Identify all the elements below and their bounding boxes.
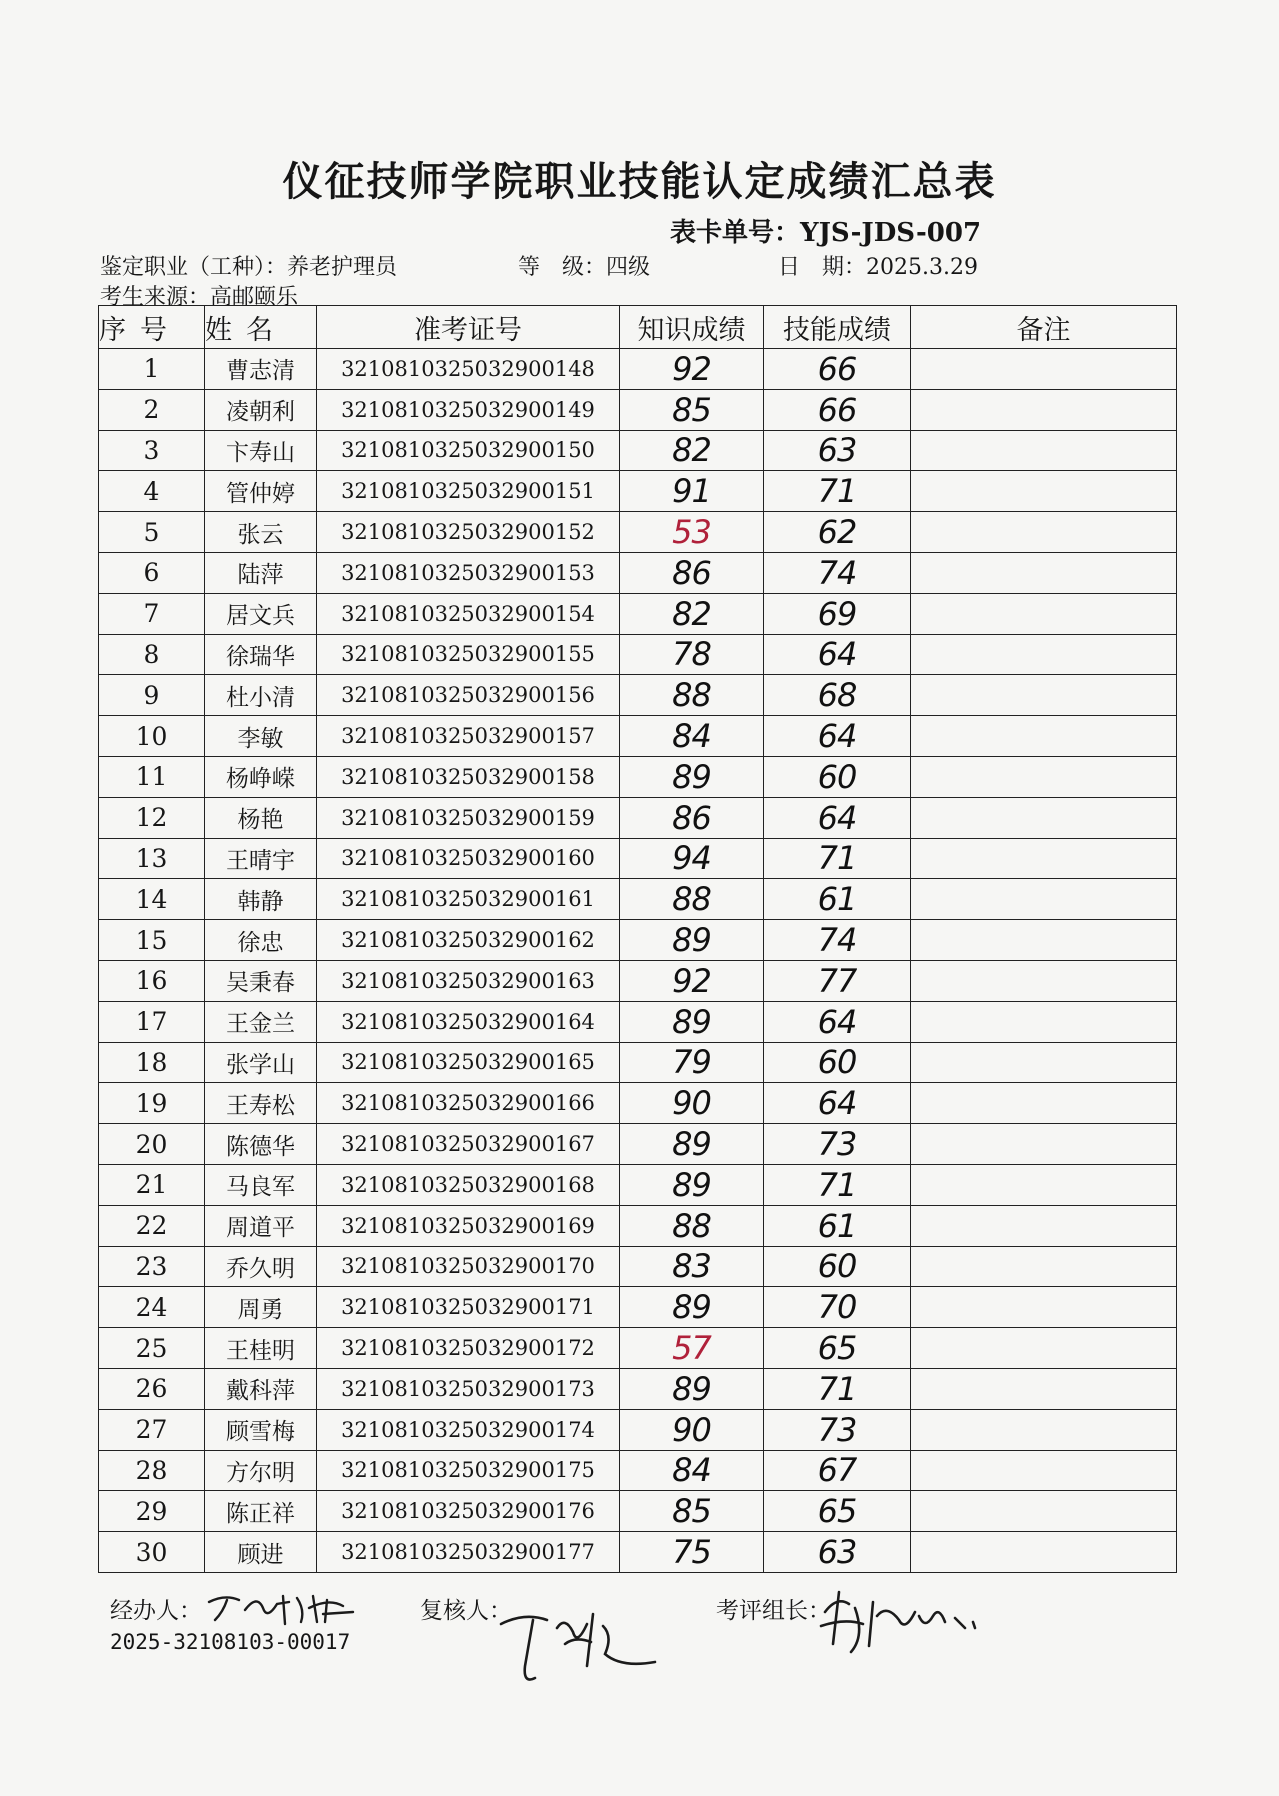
row-skill-score: 64 bbox=[764, 1001, 911, 1042]
row-knowledge-score: 89 bbox=[620, 1368, 764, 1409]
row-remark bbox=[911, 879, 1177, 920]
table-row bbox=[99, 879, 1177, 920]
row-knowledge-score: 86 bbox=[620, 797, 764, 838]
row-name: 王金兰 bbox=[205, 1001, 317, 1042]
row-exam-id: 3210810325032900165 bbox=[317, 1042, 620, 1083]
row-skill-score: 70 bbox=[764, 1287, 911, 1328]
row-name: 王桂明 bbox=[205, 1328, 317, 1369]
table-row bbox=[99, 1450, 1177, 1491]
row-name: 杨艳 bbox=[205, 797, 317, 838]
row-name: 吴秉春 bbox=[205, 960, 317, 1001]
row-exam-id: 3210810325032900172 bbox=[317, 1328, 620, 1369]
row-name: 杨峥嵘 bbox=[205, 756, 317, 797]
table-row bbox=[99, 1532, 1177, 1573]
row-seq: 30 bbox=[99, 1532, 205, 1573]
row-remark bbox=[911, 1083, 1177, 1124]
table-row bbox=[99, 1287, 1177, 1328]
row-skill-score: 71 bbox=[764, 1164, 911, 1205]
row-name: 李敏 bbox=[205, 716, 317, 757]
row-remark bbox=[911, 797, 1177, 838]
row-exam-id: 3210810325032900154 bbox=[317, 593, 620, 634]
row-knowledge-score: 89 bbox=[620, 1124, 764, 1165]
row-name: 顾进 bbox=[205, 1532, 317, 1573]
row-exam-id: 3210810325032900169 bbox=[317, 1205, 620, 1246]
header-name: 姓名 bbox=[205, 306, 317, 349]
row-remark bbox=[911, 1164, 1177, 1205]
row-seq: 5 bbox=[99, 512, 205, 553]
row-name: 周道平 bbox=[205, 1205, 317, 1246]
row-seq: 26 bbox=[99, 1368, 205, 1409]
row-skill-score: 60 bbox=[764, 756, 911, 797]
date-field: 日 期：2025.3.29 bbox=[778, 255, 978, 280]
row-exam-id: 3210810325032900171 bbox=[317, 1287, 620, 1328]
row-seq: 7 bbox=[99, 593, 205, 634]
row-skill-score: 61 bbox=[764, 879, 911, 920]
row-remark bbox=[911, 838, 1177, 879]
row-knowledge-score: 85 bbox=[620, 389, 764, 430]
row-knowledge-score: 88 bbox=[620, 1205, 764, 1246]
table-row bbox=[99, 1246, 1177, 1287]
row-remark bbox=[911, 675, 1177, 716]
header-exam-id: 准考证号 bbox=[317, 306, 620, 349]
row-skill-score: 74 bbox=[764, 920, 911, 961]
row-exam-id: 3210810325032900157 bbox=[317, 716, 620, 757]
reviewer-label: 复核人： bbox=[420, 1598, 512, 1624]
row-name: 徐瑞华 bbox=[205, 634, 317, 675]
table-row bbox=[99, 1368, 1177, 1409]
table-row bbox=[99, 1328, 1177, 1369]
row-knowledge-score: 94 bbox=[620, 838, 764, 879]
table-row bbox=[99, 1409, 1177, 1450]
row-exam-id: 3210810325032900174 bbox=[317, 1409, 620, 1450]
row-name: 乔久明 bbox=[205, 1246, 317, 1287]
row-remark bbox=[911, 716, 1177, 757]
row-skill-score: 65 bbox=[764, 1491, 911, 1532]
row-knowledge-score: 84 bbox=[620, 716, 764, 757]
row-remark bbox=[911, 1368, 1177, 1409]
row-remark bbox=[911, 1409, 1177, 1450]
row-seq: 15 bbox=[99, 920, 205, 961]
row-name: 戴科萍 bbox=[205, 1368, 317, 1409]
row-remark bbox=[911, 512, 1177, 553]
row-name: 陈德华 bbox=[205, 1124, 317, 1165]
row-exam-id: 3210810325032900173 bbox=[317, 1368, 620, 1409]
table-row bbox=[99, 512, 1177, 553]
row-remark bbox=[911, 1001, 1177, 1042]
header-skill-score: 技能成绩 bbox=[764, 306, 911, 349]
table-row bbox=[99, 634, 1177, 675]
row-exam-id: 3210810325032900162 bbox=[317, 920, 620, 961]
row-exam-id: 3210810325032900170 bbox=[317, 1246, 620, 1287]
row-skill-score: 62 bbox=[764, 512, 911, 553]
row-exam-id: 3210810325032900166 bbox=[317, 1083, 620, 1124]
row-skill-score: 64 bbox=[764, 1083, 911, 1124]
row-skill-score: 64 bbox=[764, 634, 911, 675]
occupation-field: 鉴定职业（工种）：养老护理员 bbox=[100, 255, 398, 280]
row-knowledge-score: 90 bbox=[620, 1409, 764, 1450]
row-remark bbox=[911, 1205, 1177, 1246]
row-name: 张学山 bbox=[205, 1042, 317, 1083]
row-skill-score: 63 bbox=[764, 430, 911, 471]
row-skill-score: 60 bbox=[764, 1246, 911, 1287]
table-row bbox=[99, 1205, 1177, 1246]
row-remark bbox=[911, 1124, 1177, 1165]
row-skill-score: 63 bbox=[764, 1532, 911, 1573]
row-skill-score: 64 bbox=[764, 797, 911, 838]
header-knowledge-score: 知识成绩 bbox=[620, 306, 764, 349]
row-remark bbox=[911, 1246, 1177, 1287]
reviewer-signature bbox=[495, 1606, 665, 1696]
row-knowledge-score: 57 bbox=[620, 1328, 764, 1369]
table-row bbox=[99, 1124, 1177, 1165]
row-exam-id: 3210810325032900148 bbox=[317, 349, 620, 390]
row-name: 王寿松 bbox=[205, 1083, 317, 1124]
row-name: 曹志清 bbox=[205, 349, 317, 390]
row-exam-id: 3210810325032900175 bbox=[317, 1450, 620, 1491]
row-name: 张云 bbox=[205, 512, 317, 553]
row-remark bbox=[911, 349, 1177, 390]
table-row bbox=[99, 389, 1177, 430]
table-row bbox=[99, 675, 1177, 716]
row-knowledge-score: 89 bbox=[620, 1287, 764, 1328]
row-name: 杜小清 bbox=[205, 675, 317, 716]
row-skill-score: 66 bbox=[764, 349, 911, 390]
row-seq: 29 bbox=[99, 1491, 205, 1532]
row-seq: 18 bbox=[99, 1042, 205, 1083]
row-exam-id: 3210810325032900177 bbox=[317, 1532, 620, 1573]
row-skill-score: 61 bbox=[764, 1205, 911, 1246]
row-seq: 17 bbox=[99, 1001, 205, 1042]
table-row bbox=[99, 920, 1177, 961]
table-row bbox=[99, 349, 1177, 390]
row-knowledge-score: 92 bbox=[620, 960, 764, 1001]
row-skill-score: 60 bbox=[764, 1042, 911, 1083]
row-knowledge-score: 90 bbox=[620, 1083, 764, 1124]
row-name: 马良军 bbox=[205, 1164, 317, 1205]
row-knowledge-score: 85 bbox=[620, 1491, 764, 1532]
row-skill-score: 71 bbox=[764, 838, 911, 879]
row-remark bbox=[911, 1042, 1177, 1083]
table-row bbox=[99, 1164, 1177, 1205]
row-remark bbox=[911, 634, 1177, 675]
row-name: 周勇 bbox=[205, 1287, 317, 1328]
row-exam-id: 3210810325032900176 bbox=[317, 1491, 620, 1532]
row-skill-score: 73 bbox=[764, 1124, 911, 1165]
table-row bbox=[99, 756, 1177, 797]
row-knowledge-score: 53 bbox=[620, 512, 764, 553]
header-remark: 备注 bbox=[911, 306, 1177, 349]
row-knowledge-score: 89 bbox=[620, 1001, 764, 1042]
row-name: 方尔明 bbox=[205, 1450, 317, 1491]
table-row bbox=[99, 960, 1177, 1001]
table-row bbox=[99, 1491, 1177, 1532]
row-exam-id: 3210810325032900156 bbox=[317, 675, 620, 716]
row-name: 韩静 bbox=[205, 879, 317, 920]
row-exam-id: 3210810325032900149 bbox=[317, 389, 620, 430]
candidate-source-field: 考生来源：高邮颐乐 bbox=[100, 285, 299, 310]
row-seq: 19 bbox=[99, 1083, 205, 1124]
row-remark bbox=[911, 756, 1177, 797]
row-seq: 1 bbox=[99, 349, 205, 390]
row-name: 居文兵 bbox=[205, 593, 317, 634]
handler-signature bbox=[205, 1588, 365, 1628]
row-knowledge-score: 89 bbox=[620, 756, 764, 797]
row-remark bbox=[911, 1532, 1177, 1573]
row-knowledge-score: 92 bbox=[620, 349, 764, 390]
row-seq: 12 bbox=[99, 797, 205, 838]
header-seq: 序号 bbox=[99, 306, 205, 349]
row-seq: 27 bbox=[99, 1409, 205, 1450]
row-seq: 16 bbox=[99, 960, 205, 1001]
row-remark bbox=[911, 920, 1177, 961]
table-body bbox=[99, 349, 1177, 1573]
row-seq: 14 bbox=[99, 879, 205, 920]
row-name: 陆萍 bbox=[205, 552, 317, 593]
table-row bbox=[99, 1083, 1177, 1124]
card-number bbox=[670, 212, 981, 249]
table-row bbox=[99, 838, 1177, 879]
table-row bbox=[99, 593, 1177, 634]
row-remark bbox=[911, 471, 1177, 512]
document-title: 仪征技师学院职业技能认定成绩汇总表 bbox=[282, 158, 997, 205]
score-table bbox=[98, 305, 1177, 1573]
row-skill-score: 67 bbox=[764, 1450, 911, 1491]
row-knowledge-score: 84 bbox=[620, 1450, 764, 1491]
row-remark bbox=[911, 389, 1177, 430]
row-seq: 4 bbox=[99, 471, 205, 512]
row-skill-score: 69 bbox=[764, 593, 911, 634]
row-remark bbox=[911, 1328, 1177, 1369]
row-remark bbox=[911, 1491, 1177, 1532]
row-exam-id: 3210810325032900160 bbox=[317, 838, 620, 879]
row-exam-id: 3210810325032900158 bbox=[317, 756, 620, 797]
row-remark bbox=[911, 552, 1177, 593]
row-skill-score: 73 bbox=[764, 1409, 911, 1450]
row-skill-score: 64 bbox=[764, 716, 911, 757]
row-exam-id: 3210810325032900152 bbox=[317, 512, 620, 553]
row-knowledge-score: 88 bbox=[620, 675, 764, 716]
row-knowledge-score: 83 bbox=[620, 1246, 764, 1287]
table-row bbox=[99, 716, 1177, 757]
row-exam-id: 3210810325032900155 bbox=[317, 634, 620, 675]
row-seq: 13 bbox=[99, 838, 205, 879]
card-number-label: 表卡单号： bbox=[670, 218, 801, 248]
row-exam-id: 3210810325032900168 bbox=[317, 1164, 620, 1205]
row-knowledge-score: 86 bbox=[620, 552, 764, 593]
row-seq: 21 bbox=[99, 1164, 205, 1205]
row-seq: 25 bbox=[99, 1328, 205, 1369]
row-seq: 11 bbox=[99, 756, 205, 797]
row-knowledge-score: 82 bbox=[620, 430, 764, 471]
row-skill-score: 68 bbox=[764, 675, 911, 716]
row-remark bbox=[911, 593, 1177, 634]
row-exam-id: 3210810325032900150 bbox=[317, 430, 620, 471]
row-exam-id: 3210810325032900164 bbox=[317, 1001, 620, 1042]
chief-examiner-signature bbox=[815, 1582, 985, 1662]
row-seq: 2 bbox=[99, 389, 205, 430]
row-exam-id: 3210810325032900161 bbox=[317, 879, 620, 920]
row-seq: 9 bbox=[99, 675, 205, 716]
row-exam-id: 3210810325032900153 bbox=[317, 552, 620, 593]
table-row bbox=[99, 552, 1177, 593]
level-field: 等 级：四级 bbox=[518, 255, 651, 280]
row-remark bbox=[911, 960, 1177, 1001]
table-header-row bbox=[99, 306, 1177, 349]
row-knowledge-score: 89 bbox=[620, 920, 764, 961]
row-exam-id: 3210810325032900151 bbox=[317, 471, 620, 512]
row-name: 卞寿山 bbox=[205, 430, 317, 471]
row-name: 顾雪梅 bbox=[205, 1409, 317, 1450]
table-row bbox=[99, 1001, 1177, 1042]
handler-label: 经办人： bbox=[110, 1598, 202, 1624]
row-name: 陈正祥 bbox=[205, 1491, 317, 1532]
row-exam-id: 3210810325032900163 bbox=[317, 960, 620, 1001]
row-seq: 6 bbox=[99, 552, 205, 593]
table-row bbox=[99, 430, 1177, 471]
row-skill-score: 65 bbox=[764, 1328, 911, 1369]
row-knowledge-score: 79 bbox=[620, 1042, 764, 1083]
row-seq: 24 bbox=[99, 1287, 205, 1328]
table-row bbox=[99, 471, 1177, 512]
row-exam-id: 3210810325032900159 bbox=[317, 797, 620, 838]
row-remark bbox=[911, 1287, 1177, 1328]
chief-examiner-label: 考评组长： bbox=[716, 1598, 831, 1624]
row-knowledge-score: 78 bbox=[620, 634, 764, 675]
row-skill-score: 74 bbox=[764, 552, 911, 593]
row-skill-score: 71 bbox=[764, 471, 911, 512]
row-name: 王晴宇 bbox=[205, 838, 317, 879]
row-seq: 22 bbox=[99, 1205, 205, 1246]
row-seq: 20 bbox=[99, 1124, 205, 1165]
card-number-value: YJS-JDS-007 bbox=[800, 218, 982, 248]
table-row bbox=[99, 1042, 1177, 1083]
row-knowledge-score: 75 bbox=[620, 1532, 764, 1573]
row-skill-score: 66 bbox=[764, 389, 911, 430]
row-name: 徐忠 bbox=[205, 920, 317, 961]
row-skill-score: 71 bbox=[764, 1368, 911, 1409]
row-knowledge-score: 82 bbox=[620, 593, 764, 634]
row-seq: 23 bbox=[99, 1246, 205, 1287]
table-row bbox=[99, 797, 1177, 838]
row-knowledge-score: 91 bbox=[620, 471, 764, 512]
row-name: 管仲婷 bbox=[205, 471, 317, 512]
row-remark bbox=[911, 430, 1177, 471]
row-name: 凌朝利 bbox=[205, 389, 317, 430]
row-skill-score: 77 bbox=[764, 960, 911, 1001]
row-knowledge-score: 89 bbox=[620, 1164, 764, 1205]
row-seq: 8 bbox=[99, 634, 205, 675]
row-remark bbox=[911, 1450, 1177, 1491]
row-seq: 3 bbox=[99, 430, 205, 471]
row-exam-id: 3210810325032900167 bbox=[317, 1124, 620, 1165]
row-seq: 28 bbox=[99, 1450, 205, 1491]
document-number: 2025-32108103-00017 bbox=[110, 1630, 351, 1654]
row-seq: 10 bbox=[99, 716, 205, 757]
row-knowledge-score: 88 bbox=[620, 879, 764, 920]
